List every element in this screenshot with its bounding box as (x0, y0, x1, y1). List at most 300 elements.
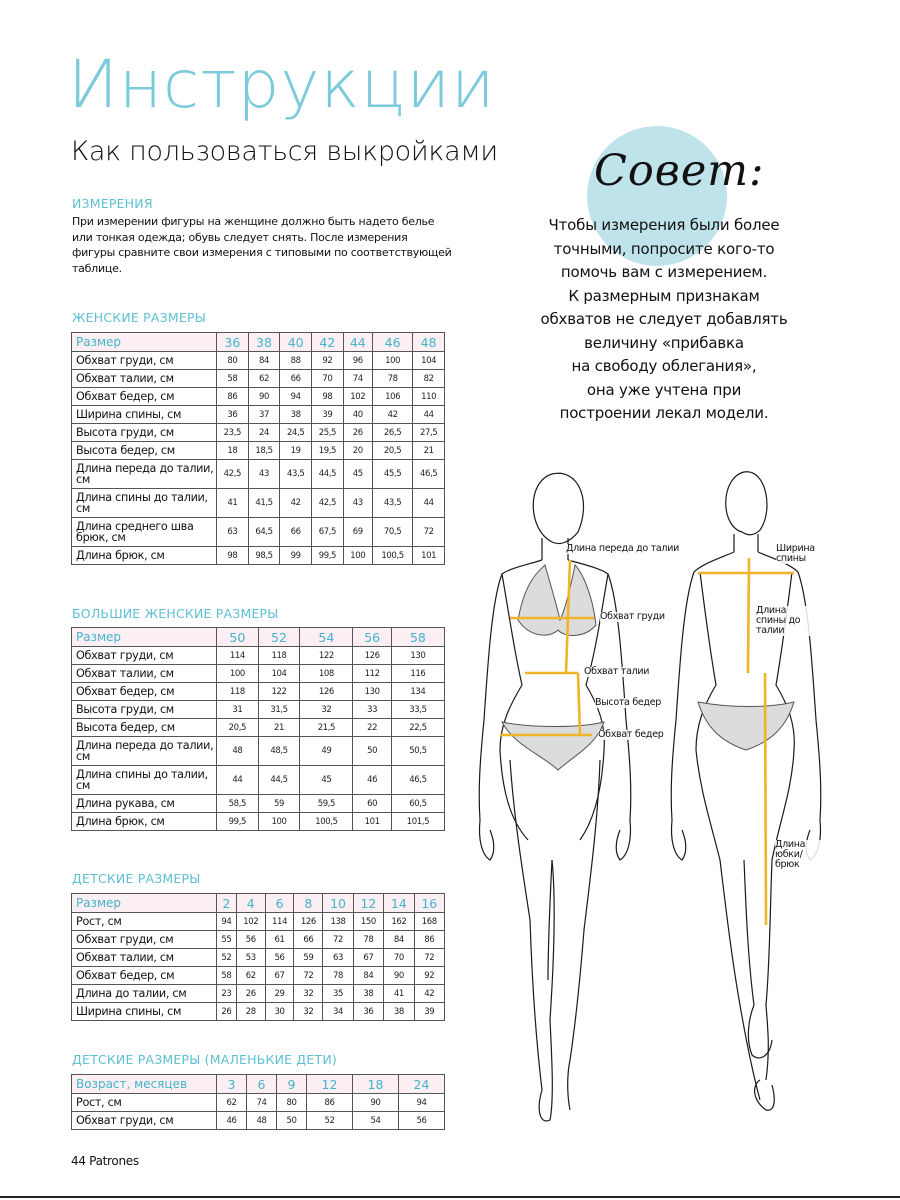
table-cell: 23,5 (217, 424, 249, 442)
table-cell: 100,5 (372, 547, 412, 565)
row-label: Обхват талии, см (72, 665, 217, 683)
tip-title: Совет: (594, 146, 765, 196)
table-header-label: Возраст, месяцев (72, 1075, 217, 1094)
table-cell: 102 (343, 388, 372, 406)
table-cell: 25,5 (312, 424, 344, 442)
table-cell: 48 (247, 1112, 277, 1130)
table-row (72, 388, 445, 406)
table-cell: 102 (236, 913, 265, 931)
table-cell: 55 (217, 931, 237, 949)
table-row (72, 967, 445, 985)
table-column-header: 24 (398, 1075, 444, 1094)
table-cell: 43 (248, 460, 280, 489)
table-cell: 38 (384, 1003, 414, 1021)
table-cell: 58,5 (217, 795, 259, 813)
table-cell: 19 (280, 442, 312, 460)
table-cell: 35 (323, 985, 353, 1003)
table-cell: 24 (248, 424, 280, 442)
table-cell: 21 (413, 442, 445, 460)
table-column-header: 54 (300, 628, 353, 647)
table-cell: 32 (294, 1003, 323, 1021)
row-label: Длина до талии, см (72, 985, 217, 1003)
table-cell: 24,5 (280, 424, 312, 442)
table-row (72, 460, 445, 489)
table-row (72, 518, 445, 547)
table-cell: 31 (217, 701, 259, 719)
row-label: Длина брюк, см (72, 547, 217, 565)
label-hip-height: Высота бедер (595, 697, 661, 708)
table-header-row (72, 628, 445, 647)
table-cell: 94 (280, 388, 312, 406)
table-cell: 94 (217, 913, 237, 931)
table-cell: 70 (384, 949, 414, 967)
table-cell: 46,5 (413, 460, 445, 489)
table-row (72, 766, 445, 795)
table-cell: 37 (248, 406, 280, 424)
size-table-children (71, 893, 445, 1021)
bottom-rule (0, 1196, 900, 1198)
table-cell: 116 (391, 665, 444, 683)
table-cell: 114 (265, 913, 294, 931)
table-cell: 20 (343, 442, 372, 460)
table-cell: 63 (217, 518, 249, 547)
table-cell: 48 (217, 737, 259, 766)
table-cell: 67 (265, 967, 294, 985)
table-cell: 126 (300, 683, 353, 701)
table-column-header: 3 (217, 1075, 247, 1094)
table-header-row (72, 1075, 445, 1094)
table-cell: 39 (312, 406, 344, 424)
tip-line: помочь вам с измерением. (560, 263, 768, 281)
table-cell: 94 (398, 1094, 444, 1112)
table-cell: 72 (294, 967, 323, 985)
table-cell: 58 (217, 967, 237, 985)
row-label: Обхват талии, см (72, 370, 217, 388)
table-cell: 60 (353, 795, 391, 813)
table-title: ЖЕНСКИЕ РАЗМЕРЫ (72, 310, 206, 325)
table-column-header: 4 (236, 894, 265, 913)
row-label: Высота бедер, см (72, 719, 217, 737)
table-cell: 46 (217, 1112, 247, 1130)
table-row (72, 813, 445, 831)
table-cell: 42,5 (312, 489, 344, 518)
table-cell: 118 (217, 683, 259, 701)
table-cell: 67 (353, 949, 383, 967)
table-column-header: 50 (217, 628, 259, 647)
table-cell: 86 (307, 1094, 353, 1112)
table-cell: 88 (280, 352, 312, 370)
table-cell: 43 (343, 489, 372, 518)
table-cell: 26 (343, 424, 372, 442)
table-header-label: Размер (72, 628, 217, 647)
table-cell: 63 (323, 949, 353, 967)
table-cell: 41,5 (248, 489, 280, 518)
row-label: Длина спины до талии, см (72, 489, 217, 518)
table-cell: 104 (413, 352, 445, 370)
label-skirt-length: Длина юбки/брюк (775, 840, 825, 870)
table-cell: 31,5 (258, 701, 300, 719)
page-footer: 44 Patrones (71, 1154, 139, 1168)
table-cell: 43,5 (280, 460, 312, 489)
table-title: ДЕТСКИЕ РАЗМЕРЫ (72, 871, 201, 886)
table-cell: 50,5 (391, 737, 444, 766)
table-cell: 28 (236, 1003, 265, 1021)
table-cell: 134 (391, 683, 444, 701)
table-cell: 62 (217, 1094, 247, 1112)
label-bust: Обхват груди (600, 611, 665, 622)
table-cell: 84 (353, 967, 383, 985)
table-row (72, 665, 445, 683)
table-cell: 67,5 (312, 518, 344, 547)
table-cell: 66 (280, 518, 312, 547)
table-row (72, 795, 445, 813)
table-column-header: 48 (413, 333, 445, 352)
table-cell: 20,5 (217, 719, 259, 737)
table-cell: 58 (217, 370, 249, 388)
tip-line: она уже учтена при (586, 380, 742, 399)
table-cell: 99 (280, 547, 312, 565)
table-cell: 86 (414, 931, 444, 949)
table-title: БОЛЬШИЕ ЖЕНСКИЕ РАЗМЕРЫ (72, 606, 279, 621)
page-title: Инструкции (68, 46, 496, 123)
row-label: Высота бедер, см (72, 442, 217, 460)
table-cell: 72 (413, 518, 445, 547)
table-cell: 39 (414, 1003, 444, 1021)
table-cell: 66 (280, 370, 312, 388)
table-cell: 56 (236, 931, 265, 949)
table-cell: 99,5 (217, 813, 259, 831)
table-cell: 72 (414, 949, 444, 967)
table-cell: 62 (236, 967, 265, 985)
label-hips: Обхват бедер (598, 729, 664, 740)
tip-line: построении лекал модели. (559, 404, 769, 422)
row-label: Ширина спины, см (72, 406, 217, 424)
table-cell: 90 (384, 967, 414, 985)
row-label: Обхват груди, см (72, 931, 217, 949)
table-cell: 44 (413, 489, 445, 518)
size-table-women (71, 332, 445, 565)
table-cell: 122 (300, 647, 353, 665)
tip-line: величину «прибавка (584, 333, 744, 352)
table-column-header: 8 (294, 894, 323, 913)
table-column-header: 12 (307, 1075, 353, 1094)
table-row (72, 424, 445, 442)
row-label: Высота груди, см (72, 424, 217, 442)
table-cell: 42,5 (217, 460, 249, 489)
table-column-header: 6 (265, 894, 294, 913)
table-cell: 72 (323, 931, 353, 949)
table-cell: 59,5 (300, 795, 353, 813)
table-cell: 56 (265, 949, 294, 967)
table-cell: 100 (372, 352, 412, 370)
table-cell: 130 (353, 683, 391, 701)
label-front-length: Длина переда до талии (566, 543, 679, 554)
table-cell: 18 (217, 442, 249, 460)
table-cell: 99,5 (312, 547, 344, 565)
row-label: Рост, см (72, 913, 217, 931)
table-cell: 64,5 (248, 518, 280, 547)
table-cell: 30 (265, 1003, 294, 1021)
measurements-text: При измерении фигуры на женщине должно быть надето белье или тонкая одежда; обувь следует снять. После измерения фигуры сравните свои измерения с типовыми по соответствующей таблице. (72, 215, 452, 275)
tip-line: обхватов не следует добавлять (540, 310, 788, 328)
table-cell: 98 (217, 547, 249, 565)
label-back-width: Ширина спины (776, 544, 820, 564)
table-header-row (72, 333, 445, 352)
table-cell: 46 (353, 766, 391, 795)
table-cell: 54 (352, 1112, 398, 1130)
table-cell: 98,5 (248, 547, 280, 565)
table-row (72, 370, 445, 388)
row-label: Длина переда до талии, см (72, 737, 217, 766)
table-cell: 45,5 (372, 460, 412, 489)
table-cell: 53 (236, 949, 265, 967)
table-row (72, 647, 445, 665)
table-cell: 69 (343, 518, 372, 547)
table-cell: 78 (353, 931, 383, 949)
table-row (72, 489, 445, 518)
front-briefs (502, 722, 604, 770)
table-cell: 82 (413, 370, 445, 388)
table-row (72, 352, 445, 370)
row-label: Высота груди, см (72, 701, 217, 719)
label-waist: Обхват талии (584, 666, 650, 677)
front-figure-outline (479, 473, 631, 1121)
table-cell: 101 (413, 547, 445, 565)
table-cell: 52 (217, 949, 237, 967)
table-cell: 61 (265, 931, 294, 949)
table-cell: 70,5 (372, 518, 412, 547)
table-cell: 41 (217, 489, 249, 518)
table-cell: 21,5 (300, 719, 353, 737)
table-cell: 104 (258, 665, 300, 683)
table-header-row (72, 894, 445, 913)
table-cell: 32 (294, 985, 323, 1003)
table-cell: 108 (300, 665, 353, 683)
table-header-label: Размер (72, 894, 217, 913)
row-label: Обхват бедер, см (72, 967, 217, 985)
table-row (72, 1094, 445, 1112)
row-label: Ширина спины, см (72, 1003, 217, 1021)
table-cell: 130 (391, 647, 444, 665)
row-label: Длина рукава, см (72, 795, 217, 813)
table-cell: 101 (353, 813, 391, 831)
table-cell: 36 (217, 406, 249, 424)
table-cell: 84 (248, 352, 280, 370)
table-row (72, 1112, 445, 1130)
table-row (72, 931, 445, 949)
table-cell: 92 (414, 967, 444, 985)
table-cell: 38 (280, 406, 312, 424)
table-cell: 92 (312, 352, 344, 370)
table-cell: 40 (343, 406, 372, 424)
body-measurement-figure (470, 460, 880, 1160)
tip-line: на свободу облегания», (571, 357, 757, 375)
row-label: Обхват груди, см (72, 647, 217, 665)
table-cell: 26 (236, 985, 265, 1003)
tip-text (508, 214, 820, 426)
table-column-header: 9 (277, 1075, 307, 1094)
table-cell: 80 (277, 1094, 307, 1112)
measurements-heading: ИЗМЕРЕНИЯ (72, 196, 153, 211)
row-label: Обхват груди, см (72, 352, 217, 370)
table-column-header: 44 (343, 333, 372, 352)
table-row (72, 701, 445, 719)
table-cell: 36 (353, 1003, 383, 1021)
table-cell: 18,5 (248, 442, 280, 460)
table-cell: 33 (353, 701, 391, 719)
row-label: Обхват бедер, см (72, 388, 217, 406)
tip-line: Чтобы измерения были более (548, 216, 780, 234)
table-column-header: 58 (391, 628, 444, 647)
table-cell: 41 (384, 985, 414, 1003)
table-cell: 100 (343, 547, 372, 565)
table-column-header: 12 (353, 894, 383, 913)
row-label: Длина спины до талии, см (72, 766, 217, 795)
table-cell: 100 (217, 665, 259, 683)
table-cell: 45 (343, 460, 372, 489)
table-cell: 42 (280, 489, 312, 518)
table-column-header: 18 (352, 1075, 398, 1094)
table-row (72, 985, 445, 1003)
table-cell: 126 (294, 913, 323, 931)
table-cell: 34 (323, 1003, 353, 1021)
table-cell: 74 (247, 1094, 277, 1112)
front-bra (518, 565, 596, 635)
size-table-plus (71, 627, 445, 831)
table-cell: 101,5 (391, 813, 444, 831)
table-cell: 96 (343, 352, 372, 370)
figure-illustration (470, 460, 880, 1160)
table-cell: 26 (217, 1003, 237, 1021)
table-row (72, 442, 445, 460)
skirt-length-line (765, 673, 766, 925)
table-cell: 162 (384, 913, 414, 931)
table-column-header: 42 (312, 333, 344, 352)
row-label: Обхват бедер, см (72, 683, 217, 701)
table-cell: 138 (323, 913, 353, 931)
table-cell: 52 (307, 1112, 353, 1130)
table-column-header: 2 (217, 894, 237, 913)
table-cell: 168 (414, 913, 444, 931)
table-cell: 100 (258, 813, 300, 831)
back-figure-outline (671, 472, 821, 1110)
table-row (72, 547, 445, 565)
table-cell: 59 (294, 949, 323, 967)
table-cell: 90 (248, 388, 280, 406)
table-cell: 44,5 (258, 766, 300, 795)
table-row (72, 913, 445, 931)
table-cell: 80 (217, 352, 249, 370)
table-cell: 22 (353, 719, 391, 737)
table-column-header: 52 (258, 628, 300, 647)
table-cell: 42 (414, 985, 444, 1003)
table-cell: 44 (217, 766, 259, 795)
table-cell: 21 (258, 719, 300, 737)
table-cell: 90 (352, 1094, 398, 1112)
table-cell: 44 (413, 406, 445, 424)
back-length-line (748, 558, 749, 673)
row-label: Рост, см (72, 1094, 217, 1112)
table-cell: 29 (265, 985, 294, 1003)
table-cell: 84 (384, 931, 414, 949)
table-cell: 32 (300, 701, 353, 719)
table-cell: 23 (217, 985, 237, 1003)
table-column-header: 16 (414, 894, 444, 913)
table-cell: 50 (353, 737, 391, 766)
table-cell: 49 (300, 737, 353, 766)
table-cell: 45 (300, 766, 353, 795)
table-cell: 118 (258, 647, 300, 665)
table-column-header: 56 (353, 628, 391, 647)
table-cell: 110 (413, 388, 445, 406)
table-row (72, 949, 445, 967)
table-row (72, 683, 445, 701)
table-cell: 46,5 (391, 766, 444, 795)
table-cell: 122 (258, 683, 300, 701)
table-cell: 66 (294, 931, 323, 949)
table-cell: 114 (217, 647, 259, 665)
table-cell: 62 (248, 370, 280, 388)
table-column-header: 36 (217, 333, 249, 352)
tip-line: точными, попросите кого-то (553, 239, 775, 258)
tip-line: К размерным признакам (568, 286, 760, 305)
table-cell: 48,5 (258, 737, 300, 766)
table-row (72, 737, 445, 766)
table-cell: 26,5 (372, 424, 412, 442)
table-cell: 74 (343, 370, 372, 388)
table-row (72, 719, 445, 737)
row-label: Длина брюк, см (72, 813, 217, 831)
table-cell: 86 (217, 388, 249, 406)
table-column-header: 38 (248, 333, 280, 352)
table-header-label: Размер (72, 333, 217, 352)
table-cell: 59 (258, 795, 300, 813)
table-cell: 78 (323, 967, 353, 985)
table-cell: 112 (353, 665, 391, 683)
table-row (72, 406, 445, 424)
size-table-babies (71, 1074, 445, 1130)
table-cell: 100,5 (300, 813, 353, 831)
table-column-header: 46 (372, 333, 412, 352)
table-cell: 50 (277, 1112, 307, 1130)
table-cell: 38 (353, 985, 383, 1003)
table-cell: 42 (372, 406, 412, 424)
row-label: Обхват талии, см (72, 949, 217, 967)
row-label: Длина среднего шва брюк, см (72, 518, 217, 547)
table-cell: 22,5 (391, 719, 444, 737)
table-title: ДЕТСКИЕ РАЗМЕРЫ (МАЛЕНЬКИЕ ДЕТИ) (72, 1052, 337, 1067)
table-column-header: 6 (247, 1075, 277, 1094)
table-cell: 44,5 (312, 460, 344, 489)
table-cell: 106 (372, 388, 412, 406)
table-cell: 19,5 (312, 442, 344, 460)
row-label: Длина переда до талии, см (72, 460, 217, 489)
label-back-length: Длина спины до талии (756, 606, 818, 636)
page-subtitle: Как пользоваться выкройками (71, 136, 498, 167)
table-cell: 78 (372, 370, 412, 388)
row-label: Обхват груди, см (72, 1112, 217, 1130)
table-row (72, 1003, 445, 1021)
table-cell: 20,5 (372, 442, 412, 460)
table-cell: 43,5 (372, 489, 412, 518)
table-cell: 33,5 (391, 701, 444, 719)
table-cell: 70 (312, 370, 344, 388)
table-cell: 60,5 (391, 795, 444, 813)
back-briefs (698, 702, 794, 750)
table-column-header: 40 (280, 333, 312, 352)
table-cell: 98 (312, 388, 344, 406)
table-column-header: 14 (384, 894, 414, 913)
